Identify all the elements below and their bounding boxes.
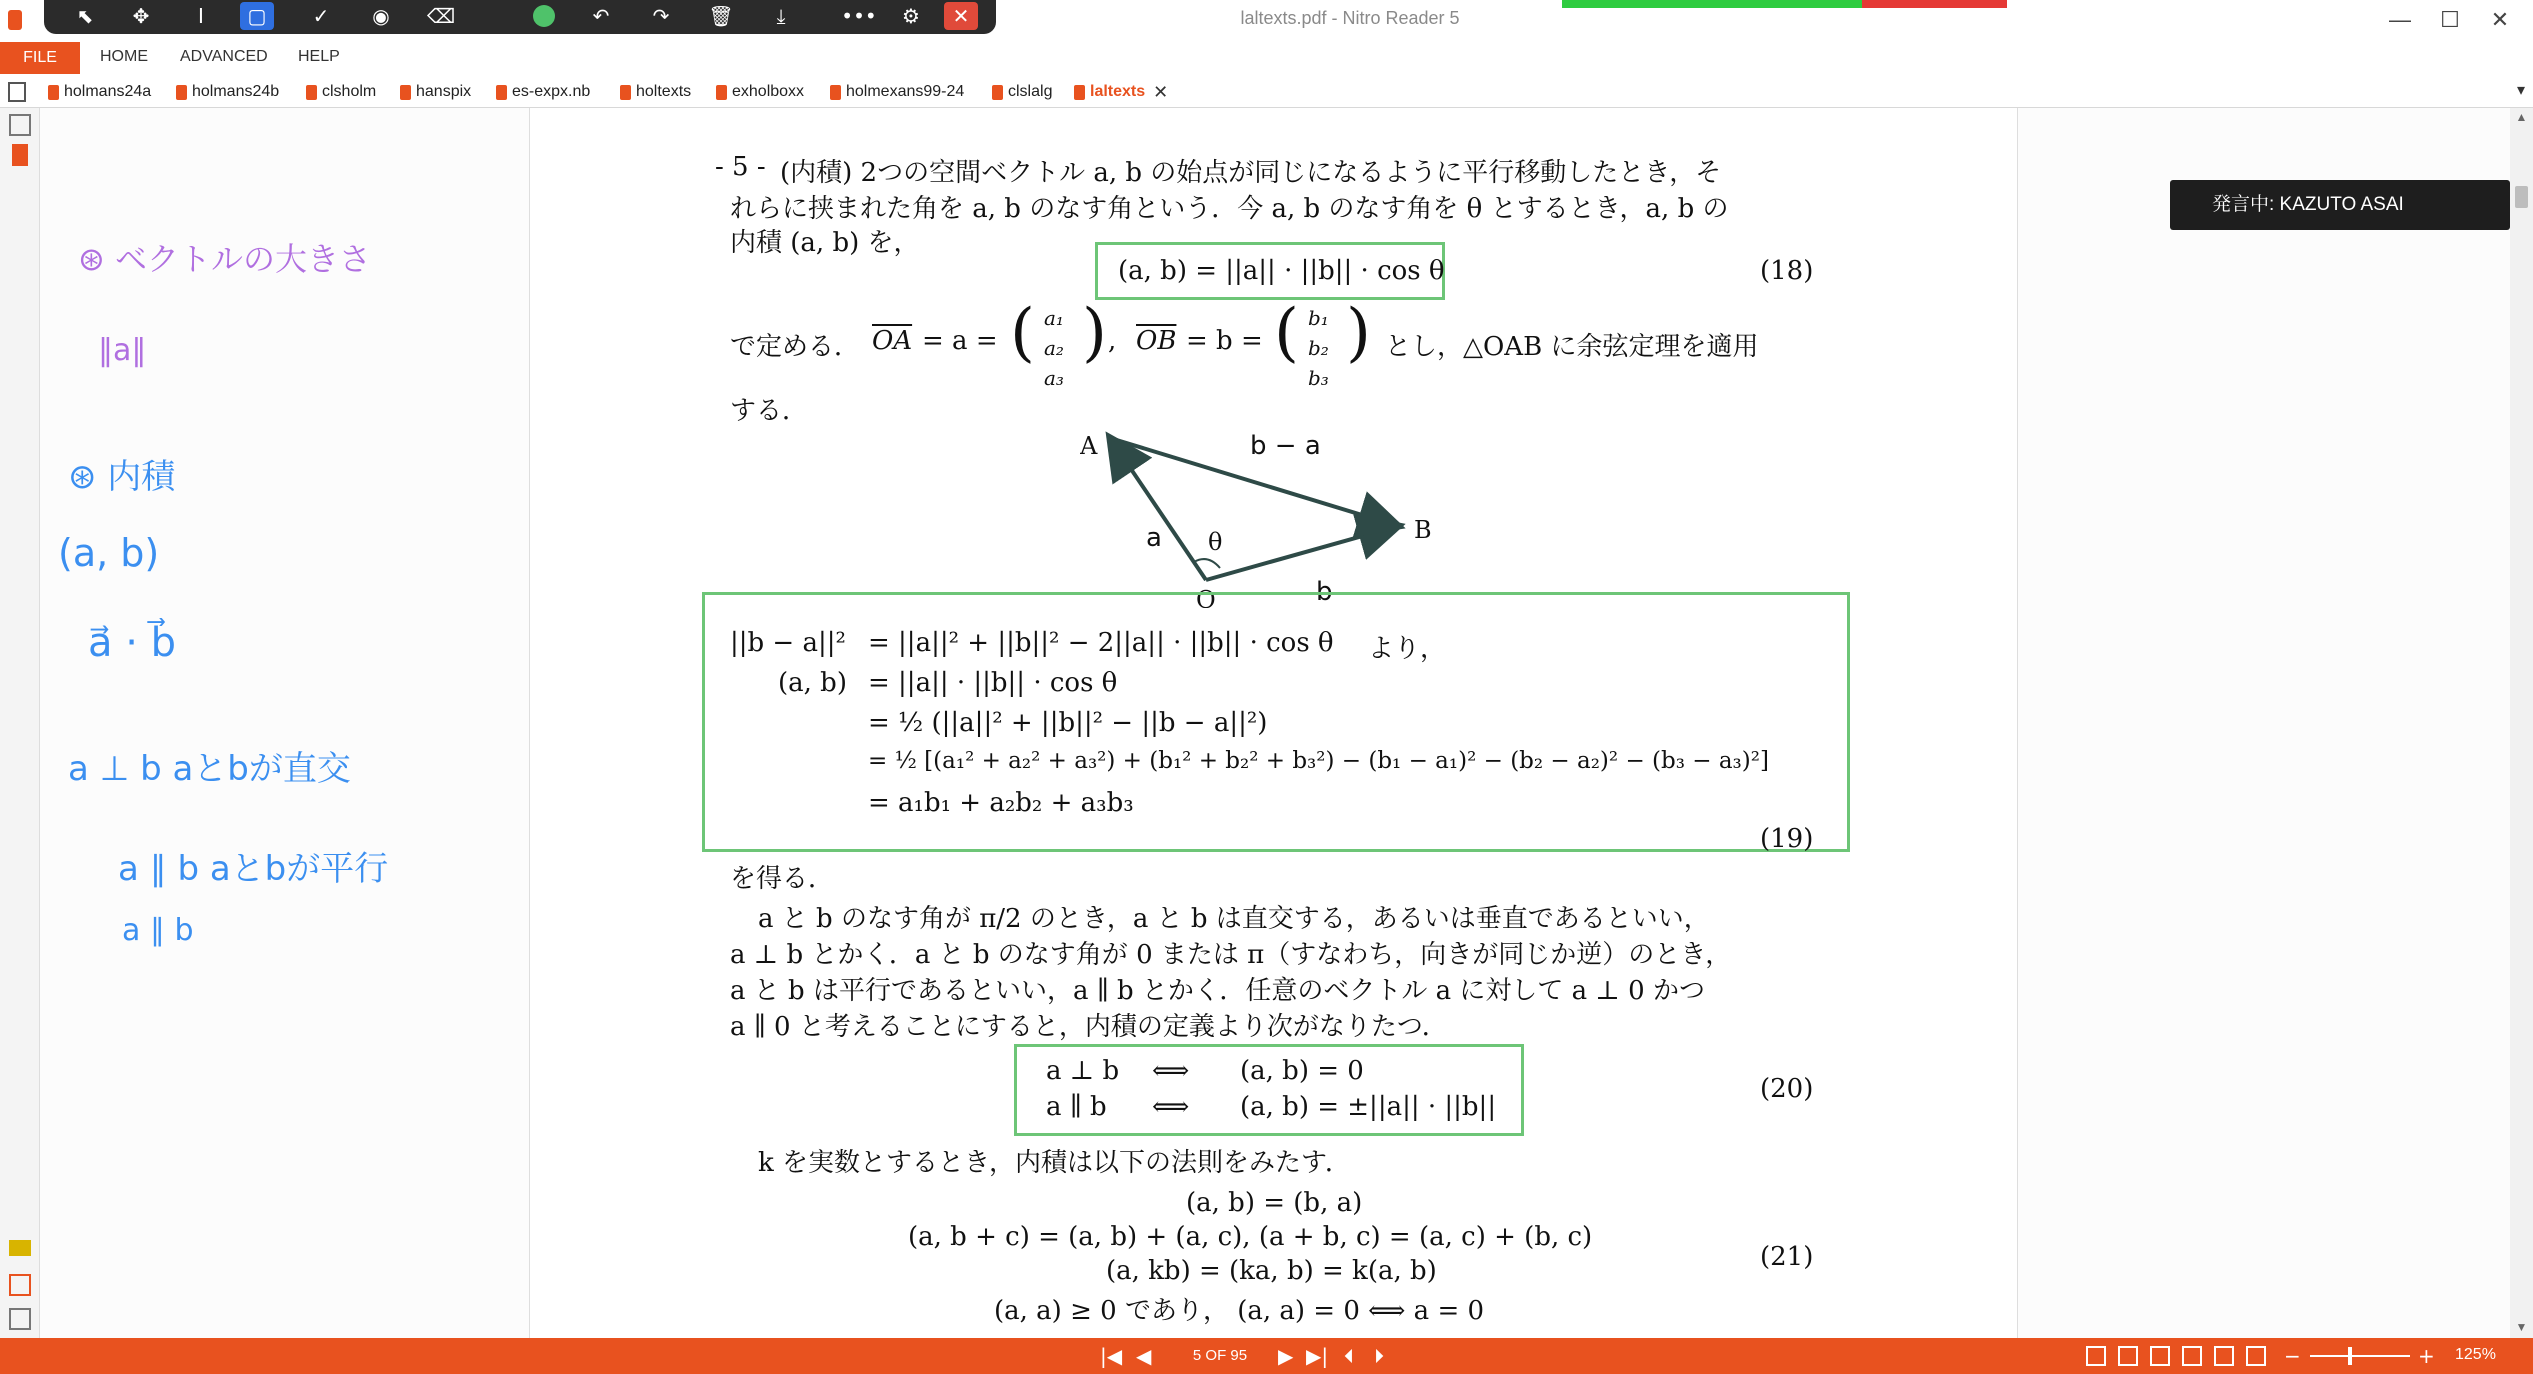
back-view-button[interactable]: ⏴ <box>1344 1344 1354 1368</box>
eq20-row1-left: a ⊥ b <box>1046 1056 1120 1086</box>
tab-holmans24b[interactable]: holmans24b <box>176 80 279 104</box>
eq19-row3-rhs: = ½ (||a||² + ||b||² − ||b − a||²) <box>868 708 1268 738</box>
eq18: (a, b) = ||a|| · ||b|| · cos θ <box>1118 256 1445 286</box>
forward-view-button[interactable]: ⏵ <box>1374 1344 1384 1368</box>
def-text-post: とし，△OAB に余弦定理を適用 <box>1385 332 1759 362</box>
meeting-progress-green <box>1562 0 1862 8</box>
eq20-row1-iff: ⟺ <box>1152 1056 1190 1086</box>
rectangle-tool-icon[interactable]: ▢ <box>240 2 274 30</box>
def-eq-b: = b = <box>1186 326 1263 356</box>
download-icon[interactable]: ⤓ <box>776 4 786 28</box>
vector-a-line <box>1110 438 1206 580</box>
page-indicator[interactable]: 5 OF 95 <box>1192 1347 1248 1364</box>
pdf-file-icon <box>496 85 507 100</box>
para2-line2: a ⊥ b とかく．a と b のなす角が 0 または π（すなわち，向きが同じか逆）のとき， <box>730 940 1732 970</box>
advanced-menu[interactable]: ADVANCED <box>180 48 268 65</box>
def-eq-a: = a = <box>922 326 998 356</box>
eq21-row2: (a, b + c) = (a, b) + (a, c), (a + b, c) = (a, c) + (b, c) <box>908 1222 1593 1252</box>
file-menu[interactable]: FILE <box>0 42 80 74</box>
vec-a-2: a₂ <box>1044 336 1064 360</box>
def-text-line2: する． <box>730 396 809 426</box>
vec-b-3: b₃ <box>1308 366 1329 390</box>
tab-hanspix[interactable]: hanspix <box>400 80 471 104</box>
eq18-number: (18) <box>1760 256 1814 286</box>
minimize-button[interactable]: — <box>2389 7 2411 32</box>
two-page-continuous-view-icon[interactable] <box>2182 1346 2202 1366</box>
next-page-button[interactable]: ▶ <box>1278 1344 1294 1368</box>
first-page-button[interactable]: |◀ <box>1100 1344 1123 1368</box>
tab-holtexts[interactable]: holtexts <box>620 80 691 104</box>
para1-line1: (内積) 2つの空間ベクトル a, b の始点が同じになるように平行移動したとき，そ <box>780 158 1722 188</box>
label-A: A <box>1080 432 1098 460</box>
trash-icon[interactable]: 🗑 <box>708 4 734 28</box>
eq21-row1: (a, b) = (b, a) <box>1186 1188 1363 1218</box>
para2-line3: a と b は平行であるといい，a ∥ b とかく．任意のベクトル a に対して a ⊥ 0 かつ <box>730 976 1705 1006</box>
note-line-8: a ∥ b <box>122 913 194 948</box>
tab-clsholm[interactable]: clsholm <box>306 80 376 104</box>
eq20-row2-right: (a, b) = ±||a|| · ||b|| <box>1240 1092 1497 1122</box>
obtain-text: を得る． <box>730 864 835 894</box>
record-tool-icon[interactable]: ◉ <box>372 4 390 28</box>
tab-dropdown-icon[interactable]: ▾ <box>2516 82 2525 99</box>
note-line-1: ⊛ ベクトルの大きさ <box>78 240 371 278</box>
fit-page-view-icon[interactable] <box>2246 1346 2266 1366</box>
window-title: laltexts.pdf - Nitro Reader 5 <box>1240 8 1460 28</box>
ribbon-menu <box>0 42 2533 74</box>
vertical-scrollbar[interactable] <box>2510 108 2533 1338</box>
document-tabs <box>0 74 2533 108</box>
para1-line2: れらに挟まれた角を a, b のなす角という．今 a, b のなす角を θ とするとき，a, b の <box>730 194 1729 224</box>
note-line-7: a ∥ b aとbが平行 <box>118 849 389 889</box>
continuous-view-icon[interactable] <box>2118 1346 2138 1366</box>
para3: k を実数とするとき，内積は以下の法則をみたす． <box>758 1148 1351 1178</box>
note-line-5: a⃗ · b⃗ <box>88 620 177 666</box>
tab-laltexts[interactable]: laltexts ✕ <box>1074 80 1168 104</box>
pdf-file-icon <box>620 85 631 100</box>
zoom-slider-knob[interactable] <box>2348 1347 2352 1365</box>
annotation-toolbar <box>44 0 996 34</box>
close-tab-icon[interactable]: ✕ <box>1153 81 1169 102</box>
redo-icon[interactable]: ↷ <box>652 4 670 28</box>
color-picker-green[interactable] <box>533 5 555 27</box>
close-window-button[interactable]: ✕ <box>2490 7 2510 32</box>
zoom-slider[interactable] <box>2310 1355 2410 1357</box>
vec-a-3: a₃ <box>1044 366 1064 390</box>
fields-panel-icon[interactable] <box>9 1308 31 1330</box>
eq20-number: (20) <box>1760 1074 1814 1104</box>
tab-clslalg[interactable]: clslalg <box>992 80 1052 104</box>
text-cursor-tool-icon[interactable]: I <box>198 4 204 28</box>
nitro-logo-icon <box>8 10 22 30</box>
eraser-tool-icon[interactable]: ⌫ <box>426 4 456 28</box>
handwriting-canvas <box>40 108 530 1338</box>
label-B: B <box>1414 516 1432 544</box>
vec-b-1: b₁ <box>1308 306 1329 330</box>
attachments-panel-icon[interactable] <box>9 1274 31 1296</box>
close-toolbar-button[interactable]: ✕ <box>944 2 978 30</box>
eq20-row2-left: a ∥ b <box>1046 1092 1107 1122</box>
pdf-file-icon <box>830 85 841 100</box>
tab-exholboxx[interactable]: exholboxx <box>716 80 804 104</box>
maximize-button[interactable]: ☐ <box>2440 7 2460 32</box>
tab-holmans24a[interactable]: holmans24a <box>48 80 151 104</box>
label-O: O <box>1196 586 1216 608</box>
eq21-number: (21) <box>1760 1242 1814 1272</box>
tab-holmexans99-24[interactable]: holmexans99-24 <box>830 80 964 104</box>
pdf-file-icon <box>306 85 317 100</box>
eq19-row2-rhs: = ||a|| · ||b|| · cos θ <box>868 668 1118 698</box>
right-margin-area <box>2018 108 2510 1338</box>
left-rail <box>0 108 40 1338</box>
last-page-button[interactable]: ▶| <box>1306 1344 1329 1368</box>
def-text-pre: で定める． <box>730 332 861 362</box>
eq19-row4-rhs: = ½ [(a₁² + a₂² + a₃²) + (b₁² + b₂² + b₃²) − (b₁ − a₁)² − (b₂ − a₂)² − (b₃ − a₃)²] <box>868 748 1769 774</box>
label-theta: θ <box>1208 528 1223 556</box>
pdf-file-icon <box>1074 85 1085 100</box>
pdf-file-icon <box>48 85 59 100</box>
eq20-row2-iff: ⟺ <box>1152 1092 1190 1122</box>
undo-icon[interactable]: ↶ <box>592 4 610 28</box>
zoom-out-button[interactable]: − <box>2284 1344 2301 1368</box>
help-menu[interactable]: HELP <box>298 48 340 65</box>
scroll-up-icon[interactable]: ▲ <box>2515 110 2528 124</box>
single-page-view-icon[interactable] <box>2086 1346 2106 1366</box>
scroll-down-icon[interactable]: ▼ <box>2515 1320 2528 1334</box>
handwritten-notes-panel <box>40 108 530 1338</box>
para2-line4: a ∥ 0 と考えることにすると，内積の定義より次がなりたつ． <box>730 1012 1448 1042</box>
eq19-row1-lhs: ||b − a||² <box>730 628 846 658</box>
bookmarks-panel-icon[interactable] <box>12 144 28 166</box>
more-icon[interactable]: ••• <box>841 4 877 28</box>
pdf-file-icon <box>176 85 187 100</box>
eq19-row5-rhs: = a₁b₁ + a₂b₂ + a₃b₃ <box>868 788 1134 818</box>
paren-left-b: ( <box>1274 296 1299 370</box>
pdf-file-icon <box>992 85 1003 100</box>
label-b-minus-a: b − a <box>1250 431 1321 461</box>
pages-panel-icon[interactable] <box>9 114 31 136</box>
para2-line1: a と b のなす角が π/2 のとき，a と b は直交する，あるいは垂直であるといい， <box>758 904 1710 934</box>
note-line-2: ‖a‖ <box>98 333 147 368</box>
speaking-indicator: 発言中: KAZUTO ASAI <box>2170 180 2510 230</box>
comments-panel-icon[interactable] <box>9 1240 31 1256</box>
zoom-level[interactable]: 125% <box>2455 1346 2496 1363</box>
move-tool-icon[interactable]: ✥ <box>132 4 150 28</box>
vector-oa: $\overline{OA}$ <box>872 326 913 356</box>
tabs-list-icon[interactable] <box>8 82 26 102</box>
triangle-diagram <box>1080 428 1480 608</box>
checkmark-tool-icon[interactable]: ✓ <box>312 4 330 28</box>
eq21-row4: (a, a) ≥ 0 であり， (a, a) = 0 ⟺ a = 0 <box>994 1296 1485 1326</box>
eq19-number: (19) <box>1760 824 1814 854</box>
fit-width-view-icon[interactable] <box>2214 1346 2234 1366</box>
para1-line3: 内積 (a, b) を， <box>730 228 920 258</box>
pdf-file-icon <box>716 85 727 100</box>
note-line-3: ⊛ 内積 <box>68 457 176 497</box>
label-b: b <box>1316 577 1333 607</box>
vector-ob: $\overline{OB}$ <box>1136 326 1177 356</box>
note-line-4: (a, b) <box>58 531 160 575</box>
vector-b-line <box>1206 526 1398 580</box>
home-menu[interactable]: HOME <box>100 48 148 65</box>
vec-b-2: b₂ <box>1308 336 1329 360</box>
select-tool-icon[interactable]: ⬉ <box>76 4 94 28</box>
eq19-row2-lhs: (a, b) <box>778 668 847 698</box>
zoom-in-button[interactable]: + <box>2418 1344 2435 1368</box>
eq19-row1-note: より， <box>1368 634 1447 664</box>
status-bar <box>0 1338 2533 1374</box>
pdf-file-icon <box>400 85 411 100</box>
meeting-progress-red <box>1862 0 2007 8</box>
pdf-page <box>530 108 2018 1338</box>
prev-page-button[interactable]: ◀ <box>1136 1344 1152 1368</box>
paren-right-b: ) <box>1346 296 1371 370</box>
note-line-6: a ⊥ b aとbが直交 <box>68 749 351 789</box>
eq19-row1-rhs: = ||a||² + ||b||² − 2||a|| · ||b|| · cos θ <box>868 628 1334 658</box>
eq20-row1-right: (a, b) = 0 <box>1240 1056 1364 1086</box>
paren-right-a: ) <box>1082 296 1107 370</box>
def-comma: , <box>1108 326 1117 356</box>
scrollbar-thumb[interactable] <box>2515 186 2528 208</box>
vec-a-1: a₁ <box>1044 306 1064 330</box>
label-a: a <box>1146 523 1162 553</box>
user-settings-icon[interactable]: ⚙ <box>902 4 920 28</box>
page-number-label: - 5 - <box>715 152 766 182</box>
tab-es-expx[interactable]: es-expx.nb <box>496 80 590 104</box>
eq21-row3: (a, kb) = (ka, b) = k(a, b) <box>1106 1256 1437 1286</box>
two-page-view-icon[interactable] <box>2150 1346 2170 1366</box>
paren-left-a: ( <box>1010 296 1035 370</box>
